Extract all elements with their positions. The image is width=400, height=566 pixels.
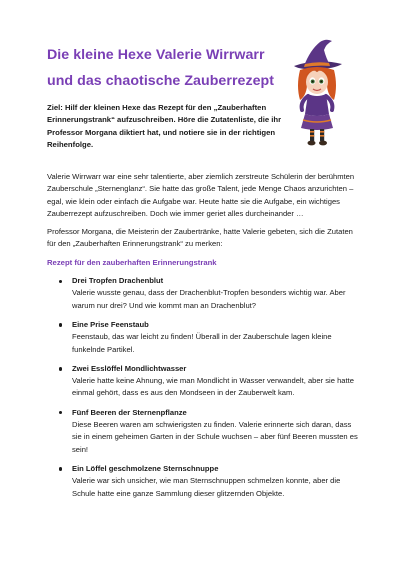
list-item: [47, 363, 359, 400]
recipe-heading: Rezept für den zauberhaften Erinnerungstrank: [47, 257, 217, 267]
bullet-icon: [59, 323, 62, 326]
ingredient-description: Valerie war sich unsicher, wie man Sternschnuppen schmelzen konnte, aber die Schule hatte eine ganze Sammlung dieser glitzernden Objekte.: [72, 476, 341, 498]
ingredient-name: Fünf Beeren der Sternenpflanze: [72, 407, 187, 417]
ingredient-description: Diese Beeren waren am schwierigsten zu finden. Valerie erinnerte sich daran, dass sie in einem geheimen Garten in der Schule wuchsen – aber fünf Beeren mussten es sein!: [72, 420, 358, 454]
story-paragraph: Valerie Wirrwarr war eine sehr talentierte, aber ziemlich zerstreute Schülerin der berühmten Zauberschule „Sternenglanz“. Sie hatte das große Talent, jede Menge Chaos anzurichten – egal, wie klein oder einfach die Aufgabe war. Heute hatte sie die Aufgabe, ein wichtiges Zauberrezept aufzuschreiben. Doch wie immer geriet alles durcheinander …: [47, 172, 355, 218]
list-item: [47, 275, 359, 312]
ingredient-description: Valerie hatte keine Ahnung, wie man Mondlicht in Wasser verwandelt, aber sie hatte einmal gehört, dass es aus den Mondseen in der Zauberwelt kam.: [72, 376, 354, 398]
ingredient-list: [47, 275, 359, 500]
ingredient-description: Valerie wusste genau, dass der Drachenblut-Tropfen besonders wichtig war. Aber warum nur drei? Und wie kommt man an Drachenblut?: [72, 288, 346, 310]
title-line-1: Die kleine Hexe Valerie Wirrwarr: [47, 47, 265, 63]
list-item: [47, 407, 359, 456]
bullet-icon: [59, 367, 62, 370]
list-item: [47, 319, 359, 356]
story-paragraph: Professor Morgana, die Meisterin der Zaubertränke, hatte Valerie gebeten, sich die Zutaten für den „Zauberhaften Erinnerungstrank“ zu merken:: [47, 227, 353, 249]
witch-illustration: [286, 36, 348, 148]
story-body: [47, 171, 359, 507]
ingredient-name: Drei Tropfen Drachenblut: [72, 276, 164, 286]
title-line-2: und das chaotische Zauberrezept: [47, 73, 275, 89]
ingredient-name: Eine Prise Feenstaub: [72, 319, 149, 329]
ingredient-name: Ein Löffel geschmolzene Sternschnuppe: [72, 463, 219, 473]
goal-text: Ziel: Hilf der kleinen Hexe das Rezept für den „Zauberhaften Erinnerungstrank“ aufzuschreiben. Höre die Zutatenliste, die ihr Professor Morgana diktiert hat, und notiere sie in der richtigen Reihenfolge.: [47, 103, 282, 150]
ingredient-name: Zwei Esslöffel Mondlichtwasser: [72, 363, 187, 373]
list-item: [47, 463, 359, 500]
bullet-icon: [59, 280, 62, 283]
bullet-icon: [59, 467, 62, 470]
ingredient-description: Feenstaub, das war leicht zu finden! Überall in der Zauberschule lagen kleine funkelnde Partikel.: [72, 332, 332, 354]
bullet-icon: [59, 411, 62, 414]
